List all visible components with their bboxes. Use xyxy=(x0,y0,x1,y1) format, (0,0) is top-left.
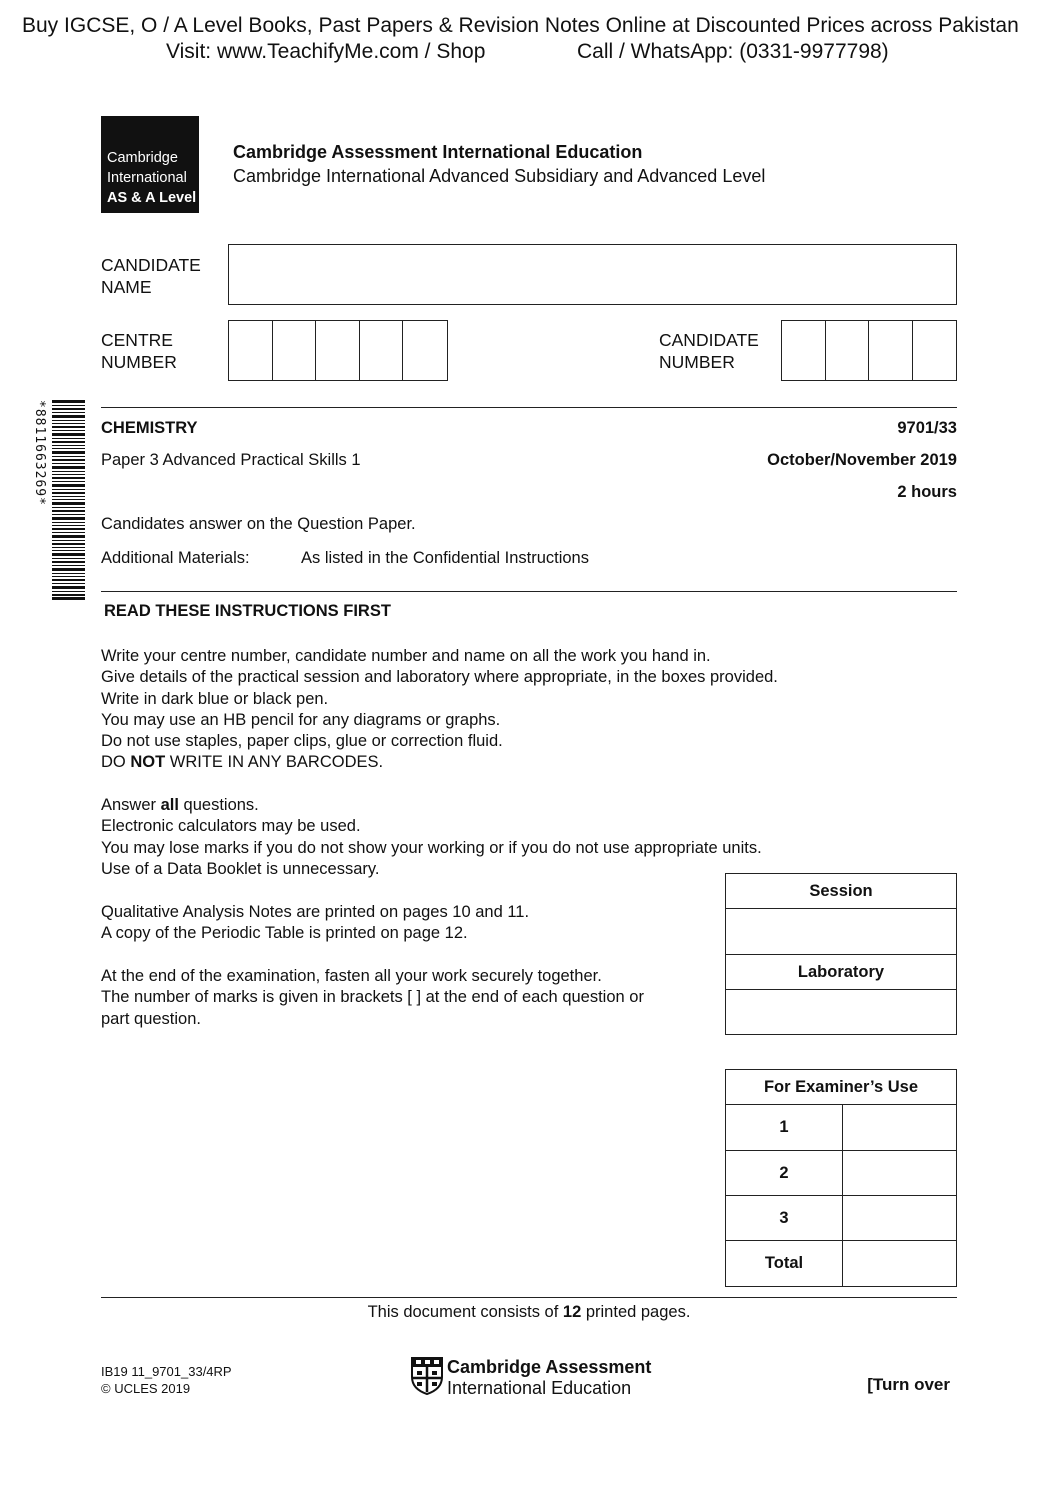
table-row xyxy=(726,1105,957,1151)
promo-banner-website: Visit: www.TeachifyMe.com / Shop xyxy=(166,40,486,63)
centre-number-label: CENTRE NUMBER xyxy=(101,330,177,372)
mark-cell[interactable] xyxy=(843,1196,957,1241)
mark-cell[interactable] xyxy=(843,1105,957,1151)
instruction-line: A copy of the Periodic Table is printed on page 12. xyxy=(101,924,468,943)
footer-logo-line-2: International Education xyxy=(447,1378,632,1398)
table-row xyxy=(726,1151,957,1196)
centre-number-digit-box[interactable] xyxy=(273,321,317,380)
mark-cell[interactable] xyxy=(843,1151,957,1196)
divider xyxy=(101,1297,957,1298)
reference-code: IB19 11_9701_33/4RP xyxy=(101,1364,232,1379)
instruction-line: Do not use staples, paper clips, glue or correction fluid. xyxy=(101,732,503,751)
instructions-block-1 xyxy=(101,646,778,774)
subject-title: CHEMISTRY xyxy=(101,419,198,437)
divider xyxy=(101,591,957,592)
question-number: 2 xyxy=(726,1151,843,1196)
paper-title: Paper 3 Advanced Practical Skills 1 xyxy=(101,451,361,469)
instruction-line: Electronic calculators may be used. xyxy=(101,817,361,836)
promo-banner-line: Buy IGCSE, O / A Level Books, Past Papers & Revision Notes Online at Discounted Prices across Pakistan xyxy=(22,14,1019,37)
instruction-line: Use of a Data Booklet is unnecessary. xyxy=(101,859,380,878)
centre-number-boxes[interactable] xyxy=(228,320,448,381)
instruction-line: Answer all questions. xyxy=(101,796,259,814)
instruction-line: Qualitative Analysis Notes are printed on pages 10 and 11. xyxy=(101,903,530,921)
centre-number-digit-box[interactable] xyxy=(229,321,273,380)
examiner-use-heading: For Examiner’s Use xyxy=(726,1070,957,1105)
barcode-icon xyxy=(52,400,85,600)
divider xyxy=(101,407,957,408)
candidate-number-digit-box[interactable] xyxy=(913,321,956,380)
materials-label: Additional Materials: xyxy=(101,549,250,567)
qualification-subtitle: Cambridge International Advanced Subsidiary and Advanced Level xyxy=(233,166,766,186)
centre-number-digit-box[interactable] xyxy=(360,321,404,380)
cambridge-assessment-logo xyxy=(411,1357,651,1399)
instruction-line: The number of marks is given in brackets [ ] at the end of each question or xyxy=(101,988,644,1007)
candidate-number-digit-box[interactable] xyxy=(826,321,870,380)
instructions-block-2 xyxy=(101,795,762,880)
instruction-line: You may lose marks if you do not show your working or if you do not use appropriate units. xyxy=(101,838,762,857)
candidate-number-label: CANDIDATE NUMBER xyxy=(659,330,759,372)
copyright-text: © UCLES 2019 xyxy=(101,1381,191,1396)
exam-duration: 2 hours xyxy=(897,483,957,501)
total-mark-cell[interactable] xyxy=(843,1241,957,1287)
exam-session: October/November 2019 xyxy=(767,451,957,469)
candidate-number-boxes[interactable] xyxy=(781,320,957,381)
organisation-title: Cambridge Assessment International Education xyxy=(233,142,643,162)
turn-over-text: [Turn over xyxy=(867,1375,950,1394)
candidate-name-field[interactable] xyxy=(228,244,957,305)
instructions-block-4 xyxy=(101,966,644,1030)
promo-banner-phone: Call / WhatsApp: (0331-9977798) xyxy=(577,40,889,63)
document-reference xyxy=(101,1363,232,1397)
instructions-block-3 xyxy=(101,902,529,945)
candidate-number-digit-box[interactable] xyxy=(782,321,826,380)
instruction-line: part question. xyxy=(101,1009,201,1028)
instruction-line: Give details of the practical session and laboratory where appropriate, in the boxes provided. xyxy=(101,668,778,687)
centre-number-digit-box[interactable] xyxy=(316,321,360,380)
session-label: Session xyxy=(726,874,957,909)
instruction-line: DO NOT WRITE IN ANY BARCODES. xyxy=(101,753,384,772)
syllabus-code: 9701/33 xyxy=(897,419,957,437)
table-row xyxy=(726,1241,957,1287)
session-laboratory-box xyxy=(725,873,957,1035)
candidate-number-digit-box[interactable] xyxy=(869,321,913,380)
footer-logo-line-1: Cambridge Assessment xyxy=(447,1357,652,1377)
candidate-name-label: CANDIDATE NAME xyxy=(101,255,201,297)
question-number: 3 xyxy=(726,1196,843,1241)
university-shield-icon xyxy=(411,1357,443,1395)
cambridge-as-a-level-logo xyxy=(101,116,199,213)
logo-line-1: Cambridge xyxy=(107,150,178,166)
logo-line-2: International xyxy=(107,170,187,186)
examiner-use-table xyxy=(725,1069,957,1287)
instruction-line: Write in dark blue or black pen. xyxy=(101,689,329,708)
materials-value: As listed in the Confidential Instructions xyxy=(301,549,589,567)
barcode-number: *8811663269* xyxy=(32,400,47,506)
instruction-line: You may use an HB pencil for any diagrams or graphs. xyxy=(101,710,501,729)
instructions-heading: READ THESE INSTRUCTIONS FIRST xyxy=(104,602,391,620)
page-count-text: This document consists of 12 printed pages. xyxy=(367,1303,691,1321)
answer-on-text: Candidates answer on the Question Paper. xyxy=(101,515,416,533)
laboratory-field[interactable] xyxy=(726,990,957,1035)
instruction-line: Write your centre number, candidate number and name on all the work you hand in. xyxy=(101,647,711,665)
question-number: 1 xyxy=(726,1105,843,1151)
total-label: Total xyxy=(726,1241,843,1287)
logo-line-3: AS & A Level xyxy=(107,190,197,206)
centre-number-digit-box[interactable] xyxy=(403,321,447,380)
session-field[interactable] xyxy=(726,909,957,955)
instruction-line: At the end of the examination, fasten all your work securely together. xyxy=(101,967,602,985)
laboratory-label: Laboratory xyxy=(726,955,957,990)
table-row xyxy=(726,1196,957,1241)
